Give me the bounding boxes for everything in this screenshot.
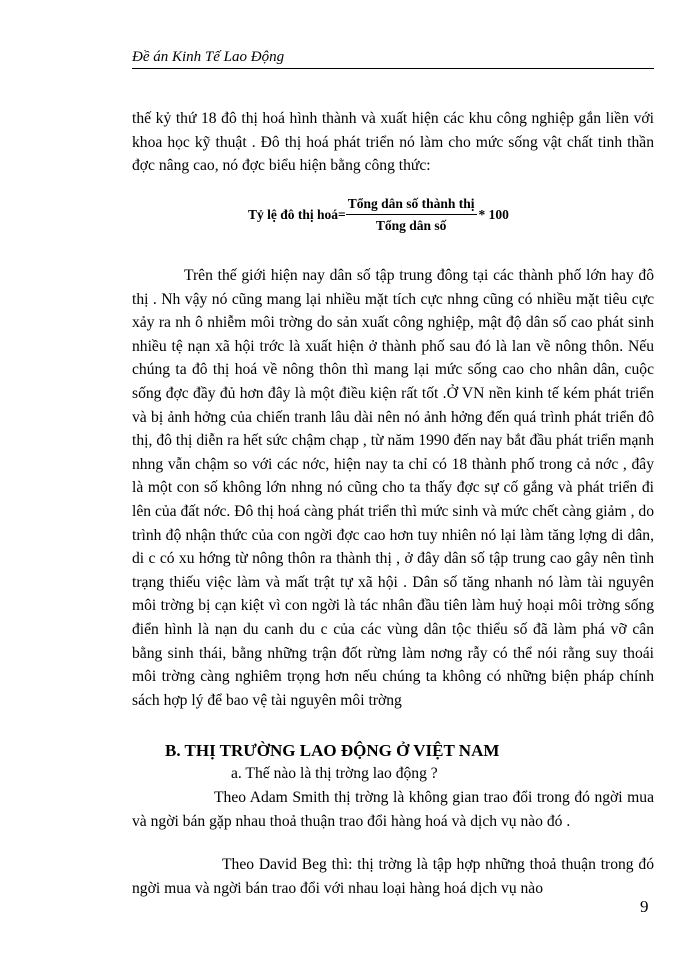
urbanization-formula [248,195,509,235]
header-title: Đề án Kinh Tế Lao Động [132,49,285,65]
formula-fraction [346,196,477,234]
formula-multiplier: * 100 [478,207,509,222]
paragraph-urbanization-world: Trên thế giới hiện nay dân số tập trung đông tại các thành phố lớn hay đô thị . Nh vậy nó cũng mang lại nhiều mặt tích cực nhng cũng có nhiều mặt tiêu cực xảy ra nh ô nhiễm môi trờng do sản xuất công nghiệp, mật độ dân số cao phát sinh nhiều tệ nạn xã hội trớc là xuất hiện ở thành phố sau đó là lan về nông thôn. Nếu chúng ta đô thị hoá về nông thôn thì mang lại mức sống cao cho nhân dân, cuộc sống đợc đầy đủ hơn đây là một điều kiện rất tốt .Ở VN nền kinh tế kém phát triển và bị ảnh hởng của chiến tranh lâu dài nên nó ảnh hởng đến quá trình phát triển đô thị, đô thị diễn ra hết sức chậm chạp , từ năm 1990 đến nay bắt đầu phát triển mạnh nhng vẫn chậm so với các nớc, hiện nay ta chỉ có 18 thành phố trong cả nớc , đây là một con số không lớn nhng nó cũng cho ta thấy đợc sự cố gắng và phát triển đi lên của đất nớc. Đô thị hoá càng phát triển thì mức sinh và mức chết càng giảm , do trình độ nhận thức của con ngời đợc cao hơn tuy nhiên nó lại làm tăng lợng di dân, di c có xu hớng từ nông thôn ra thành thị , ở đây dân số tập trung cao gây nên tình trạng thiếu việc làm và mất trật tự xã hội . Dân số tăng nhanh nó làm tài nguyên môi trờng bị cạn kiệt vì con ngời là tác nhân đầu tiên làm huỷ hoại môi trờng sống điển hình là nạn du canh du c của các vùng dân tộc thiểu số đã làm phá vỡ cân bằng sinh thái, bằng những trận đốt rừng làm nơng rẫy có thể nói rằng suy thoái môi trờng càng nghiêm trọng hơn nếu chúng ta không có những biện pháp chính sách hợp lý để bao vệ tài nguyên môi trờng [132,267,654,709]
paragraph-adam-smith: Theo Adam Smith thị trờng là không gian trao đổi trong đó ngời mua và ngời bán gặp nhau thoả thuận trao đổi hàng hoá và dịch vụ nào đó . [132,789,654,830]
paragraph-david-beg: Theo David Beg thì: thị trờng là tập hợp những thoả thuận trong đó ngời mua và ngời bán trao đổi với nhau loại hàng hoá dịch vụ nào [132,856,654,897]
page-number: 9 [640,897,649,916]
formula-label: Tỷ lệ đô thị hoá= [248,207,346,222]
formula-numerator: Tổng dân số thành thị [346,196,477,215]
sub-heading: a. Thế nào là thị trờng lao động ? [231,765,438,782]
paragraph-urbanization-intro: thế kỷ thứ 18 đô thị hoá hình thành và xuất hiện các khu công nghiệp gắn liền với khoa học kỹ thuật . Đô thị hoá phát triển nó làm cho mức sống vật chất tinh thần đợc nâng cao, nó đợc biểu hiện bằng công thức: [132,110,654,175]
formula-denominator: Tổng dân số [375,218,447,233]
page-header [132,48,654,69]
section-heading: B. THỊ TRƯỜNG LAO ĐỘNG Ở VIỆT NAM [165,741,500,760]
